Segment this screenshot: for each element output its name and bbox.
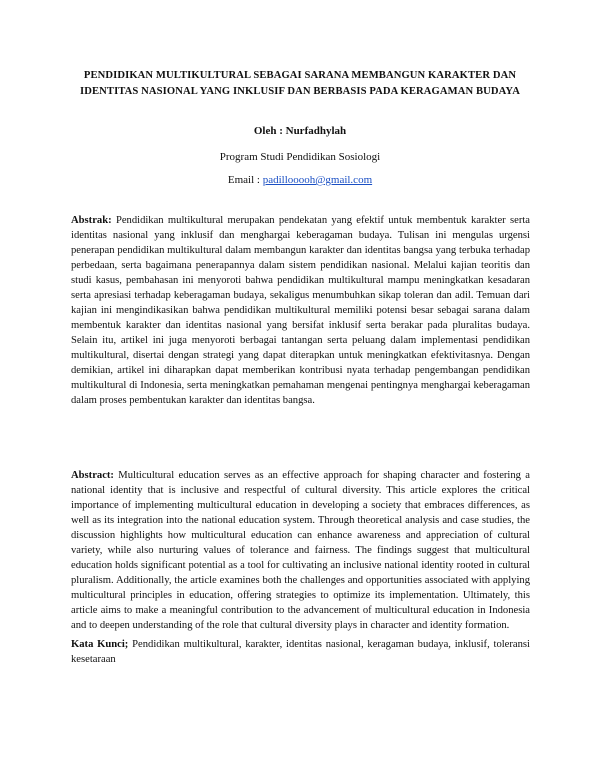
email-line — [0, 174, 600, 186]
affiliation: Program Studi Pendidikan Sosiologi — [219, 151, 381, 163]
abstract-label: Abstract: — [71, 470, 114, 481]
keywords-paragraph — [71, 637, 530, 667]
keywords-text: Pendidikan multikultural, karakter, identitas nasional, keragaman budaya, inklusif, toleransi kesetaraan — [71, 639, 530, 665]
abstrak-paragraph — [71, 213, 530, 408]
email-label: Email : — [227, 174, 263, 186]
abstrak-text: Pendidikan multikultural merupakan pendekatan yang efektif untuk membentuk karakter serta identitas nasional yang inklusif dan menghargai keberagaman budaya. Tulisan ini mengulas urgensi penerapan pendidikan multikultural dalam membangun karakter dan identitas bangsa yang terbuka terhadap perbedaan, serta bagaimana penerapannya dalam sistem pendidikan nasional. Melalui kajian teoritis dan studi kasus, pembahasan ini menyoroti bahwa pendidikan multikultural mampu meningkatkan kesadaran serta apresiasi terhadap keberagaman budaya, sekaligus menumbuhkan sikap toleran dan adil. Temuan dari kajian ini mengindikasikan bahwa pendidikan multikultural memiliki potensi besar sebagai sarana dalam membentuk karakter dan identitas nasional yang bersifat inklusif serta berakar pada pluralitas budaya. Selain itu, artikel ini juga menyoroti berbagai tantangan serta peluang dalam implementasi pendidikan multikultural, disertai dengan strategi yang dapat diterapkan untuk meningkatkan efektivitasnya. Dengan demikian, artikel ini diharapkan dapat memberikan kontribusi nyata terhadap pengembangan pendidikan multikultural di Indonesia, serta meningkatkan pemahaman mengenai pentingnya menghargai keberagaman dalam proses pembentukan karakter dan identitas bangsa. — [71, 215, 530, 406]
keywords-label: Kata Kunci; — [71, 639, 129, 650]
paper-title: PENDIDIKAN MULTIKULTURAL SEBAGAI SARANA MEMBANGUN KARAKTER DAN IDENTITAS NASIONAL YANG INKLUSIF DAN BERBASIS PADA KERAGAMAN BUDAYA — [80, 70, 520, 97]
abstract-text: Multicultural education serves as an effective approach for shaping character and fostering a national identity that is inclusive and respectful of cultural diversity. This article explores the critical importance of implementing multicultural education in developing a society that embraces differences, as well as its integration into the national education system. Through theoretical analysis and case studies, the discussion highlights how multicultural education can enhance awareness and appreciation of cultural variety, while also nurturing values of tolerance and fairness. The findings suggest that multicultural education holds significant potential as a tool for cultivating an inclusive national identity rooted in cultural pluralism. Additionally, the article examines both the challenges and opportunities associated with applying multicultural principles in education, offering strategies to optimize its implementation. Ultimately, this article aims to make a meaningful contribution to the advancement of multicultural education in Indonesia and to deepen understanding of the role that cultural diversity plays in character and identity formation. — [71, 470, 530, 631]
author-line: Oleh : Nurfadhylah — [253, 125, 347, 137]
abstrak-label: Abstrak: — [71, 215, 112, 226]
abstract-paragraph — [71, 468, 530, 633]
email-link[interactable]: padillooooh@gmail.com — [262, 174, 373, 186]
